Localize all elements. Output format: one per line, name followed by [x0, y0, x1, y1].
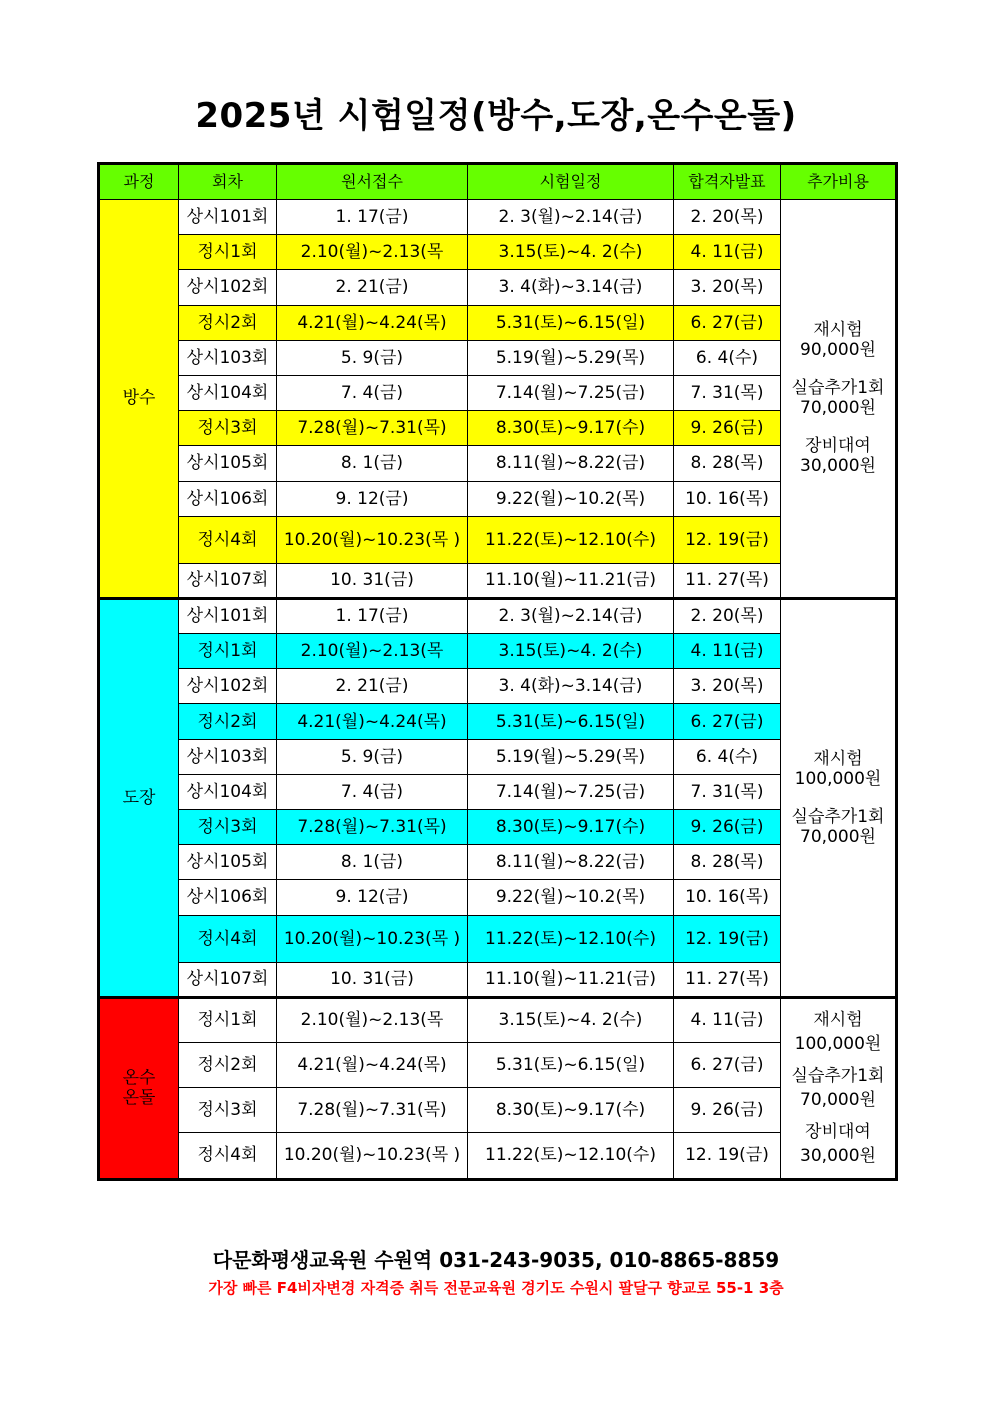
round-cell: 상시105회: [179, 845, 277, 880]
table-row: [99, 634, 897, 669]
exam-cell: 5.31(토)~6.15(일): [468, 1042, 674, 1087]
round-cell: 상시102회: [179, 270, 277, 305]
result-cell: 8. 28(목): [674, 845, 781, 880]
application-cell: 8. 1(금): [277, 446, 468, 481]
application-cell: 10.20(월)~10.23(목 ): [277, 516, 468, 563]
extra-cost-line: 90,000원: [800, 340, 876, 361]
application-cell: 10. 31(금): [277, 962, 468, 997]
round-cell: 상시101회: [179, 200, 277, 235]
table-row: [99, 704, 897, 739]
exam-cell: 3.15(토)~4. 2(수): [468, 634, 674, 669]
round-cell: 상시106회: [179, 880, 277, 915]
round-cell: 상시101회: [179, 598, 277, 633]
table-row: [99, 774, 897, 809]
exam-cell: 8.11(월)~8.22(금): [468, 446, 674, 481]
result-cell: 11. 27(목): [674, 962, 781, 997]
table-body: [99, 200, 897, 1180]
spacer: [781, 789, 895, 807]
result-cell: 6. 27(금): [674, 1042, 781, 1087]
header-application: 원서접수: [277, 164, 468, 200]
table-row: [99, 598, 897, 633]
course-name: 방수: [122, 388, 156, 409]
round-cell: 상시107회: [179, 962, 277, 997]
result-cell: 9. 26(금): [674, 1087, 781, 1132]
application-cell: 7.28(월)~7.31(목): [277, 411, 468, 446]
exam-cell: 5.31(토)~6.15(일): [468, 305, 674, 340]
course-name: 온수: [122, 1068, 156, 1089]
result-cell: 6. 27(금): [674, 305, 781, 340]
extra-cost-line: 재시험: [813, 748, 863, 769]
result-cell: 12. 19(금): [674, 516, 781, 563]
table-row: [99, 375, 897, 410]
result-cell: 12. 19(금): [674, 1132, 781, 1179]
application-cell: 5. 9(금): [277, 739, 468, 774]
table-row: [99, 411, 897, 446]
header-results: 합격자발표: [674, 164, 781, 200]
application-cell: 7.28(월)~7.31(목): [277, 1087, 468, 1132]
table-row: [99, 446, 897, 481]
exam-cell: 8.11(월)~8.22(금): [468, 845, 674, 880]
result-cell: 3. 20(목): [674, 669, 781, 704]
table-row: [99, 1132, 897, 1179]
round-cell: 상시104회: [179, 375, 277, 410]
exam-cell: 3.15(토)~4. 2(수): [468, 997, 674, 1042]
application-cell: 7. 4(금): [277, 774, 468, 809]
footer-address: 가장 빠른 F4비자변경 자격증 취득 전문교육원 경기도 수원시 팔달구 향교로 55-1 3층: [208, 1279, 784, 1297]
extra-cost-line: 장비대여: [805, 1122, 871, 1143]
table-row: [99, 962, 897, 997]
result-cell: 6. 4(수): [674, 739, 781, 774]
exam-cell: 2. 3(월)~2.14(금): [468, 598, 674, 633]
table-row: [99, 305, 897, 340]
extra-cost-line: 실습추가1회: [791, 806, 885, 827]
exam-schedule-table: [97, 162, 898, 1181]
round-cell: 정시4회: [179, 516, 277, 563]
table-row: [99, 739, 897, 774]
table-header-row: [99, 164, 897, 200]
exam-cell: 9.22(월)~10.2(목): [468, 481, 674, 516]
footer-contact: 다문화평생교육원 수원역 031-243-9035, 010-8865-8859: [212, 1248, 780, 1272]
exam-cell: 5.19(월)~5.29(목): [468, 340, 674, 375]
table-row: [99, 200, 897, 235]
exam-cell: 11.10(월)~11.21(금): [468, 563, 674, 598]
header-round: 회차: [179, 164, 277, 200]
table-row: [99, 516, 897, 563]
course-cell: [99, 598, 179, 997]
header-exam-schedule: 시험일정: [468, 164, 674, 200]
extra-cost-line: 70,000원: [800, 1090, 876, 1111]
spacer: [781, 418, 895, 436]
application-cell: 10.20(월)~10.23(목 ): [277, 915, 468, 962]
extra-cost-line: 장비대여: [805, 436, 871, 457]
exam-cell: 3. 4(화)~3.14(금): [468, 669, 674, 704]
round-cell: 정시2회: [179, 305, 277, 340]
header-course: 과정: [99, 164, 179, 200]
application-cell: 10.20(월)~10.23(목 ): [277, 1132, 468, 1179]
application-cell: 2. 21(금): [277, 270, 468, 305]
result-cell: 8. 28(목): [674, 446, 781, 481]
exam-cell: 11.10(월)~11.21(금): [468, 962, 674, 997]
course-cell: [99, 997, 179, 1179]
exam-cell: 9.22(월)~10.2(목): [468, 880, 674, 915]
round-cell: 상시106회: [179, 481, 277, 516]
exam-cell: 7.14(월)~7.25(금): [468, 375, 674, 410]
result-cell: 9. 26(금): [674, 810, 781, 845]
application-cell: 10. 31(금): [277, 563, 468, 598]
application-cell: 2.10(월)~2.13(목: [277, 634, 468, 669]
extra-cost-line: 재시험: [813, 1010, 863, 1031]
exam-cell: 2. 3(월)~2.14(금): [468, 200, 674, 235]
application-cell: 7. 4(금): [277, 375, 468, 410]
result-cell: 6. 27(금): [674, 704, 781, 739]
application-cell: 2.10(월)~2.13(목: [277, 997, 468, 1042]
result-cell: 6. 4(수): [674, 340, 781, 375]
round-cell: 상시105회: [179, 446, 277, 481]
extra-cost-line: 70,000원: [800, 826, 876, 847]
page-title: 2025년 시험일정(방수,도장,온수온돌): [195, 96, 797, 136]
round-cell: 정시1회: [179, 634, 277, 669]
round-cell: 정시4회: [179, 1132, 277, 1179]
table-row: [99, 1042, 897, 1087]
application-cell: 7.28(월)~7.31(목): [277, 810, 468, 845]
table-row: [99, 845, 897, 880]
application-cell: 1. 17(금): [277, 598, 468, 633]
result-cell: 3. 20(목): [674, 270, 781, 305]
result-cell: 2. 20(목): [674, 598, 781, 633]
round-cell: 정시3회: [179, 411, 277, 446]
exam-cell: 3.15(토)~4. 2(수): [468, 235, 674, 270]
table-row: [99, 915, 897, 962]
result-cell: 7. 31(목): [674, 375, 781, 410]
result-cell: 4. 11(금): [674, 235, 781, 270]
extra-cost-line: 실습추가1회: [791, 1066, 885, 1087]
exam-cell: 8.30(토)~9.17(수): [468, 1087, 674, 1132]
round-cell: 상시104회: [179, 774, 277, 809]
round-cell: 정시1회: [179, 997, 277, 1042]
table-row: [99, 270, 897, 305]
exam-cell: 11.22(토)~12.10(수): [468, 1132, 674, 1179]
course-name: 도장: [122, 787, 156, 808]
extra-cost-line: 100,000원: [794, 1034, 882, 1055]
application-cell: 8. 1(금): [277, 845, 468, 880]
application-cell: 5. 9(금): [277, 340, 468, 375]
extra-cost-line: 100,000원: [794, 768, 882, 789]
table-row: [99, 563, 897, 598]
round-cell: 정시1회: [179, 235, 277, 270]
application-cell: 4.21(월)~4.24(목): [277, 305, 468, 340]
exam-cell: 3. 4(화)~3.14(금): [468, 270, 674, 305]
round-cell: 상시107회: [179, 563, 277, 598]
result-cell: 9. 26(금): [674, 411, 781, 446]
spacer: [781, 360, 895, 378]
table-row: [99, 810, 897, 845]
header-extra-cost: 추가비용: [781, 164, 897, 200]
round-cell: 정시2회: [179, 1042, 277, 1087]
application-cell: 2. 21(금): [277, 669, 468, 704]
table-row: [99, 880, 897, 915]
result-cell: 10. 16(목): [674, 880, 781, 915]
table-row: [99, 340, 897, 375]
extra-cost-line: 재시험: [813, 320, 863, 341]
extra-cost-line: 실습추가1회: [791, 378, 885, 399]
table-row: [99, 669, 897, 704]
course-cell: [99, 200, 179, 599]
application-cell: 9. 12(금): [277, 880, 468, 915]
round-cell: 정시4회: [179, 915, 277, 962]
result-cell: 12. 19(금): [674, 915, 781, 962]
round-cell: 상시103회: [179, 739, 277, 774]
round-cell: 상시102회: [179, 669, 277, 704]
result-cell: 11. 27(목): [674, 563, 781, 598]
table-row: [99, 235, 897, 270]
application-cell: 9. 12(금): [277, 481, 468, 516]
result-cell: 7. 31(목): [674, 774, 781, 809]
exam-cell: 8.30(토)~9.17(수): [468, 810, 674, 845]
table-row: [99, 1087, 897, 1132]
exam-cell: 11.22(토)~12.10(수): [468, 516, 674, 563]
table-row: [99, 481, 897, 516]
application-cell: 4.21(월)~4.24(목): [277, 1042, 468, 1087]
exam-cell: 8.30(토)~9.17(수): [468, 411, 674, 446]
extra-cost-line: 70,000원: [800, 398, 876, 419]
extra-cost-line: 30,000원: [800, 456, 876, 477]
course-name: 온돌: [122, 1088, 156, 1109]
exam-cell: 5.31(토)~6.15(일): [468, 704, 674, 739]
extra-cost-cell: [781, 598, 897, 997]
extra-cost-line: 30,000원: [800, 1146, 876, 1167]
round-cell: 상시103회: [179, 340, 277, 375]
result-cell: 4. 11(금): [674, 634, 781, 669]
extra-cost-cell: [781, 200, 897, 599]
application-cell: 1. 17(금): [277, 200, 468, 235]
round-cell: 정시3회: [179, 1087, 277, 1132]
result-cell: 2. 20(목): [674, 200, 781, 235]
round-cell: 정시2회: [179, 704, 277, 739]
result-cell: 4. 11(금): [674, 997, 781, 1042]
exam-cell: 7.14(월)~7.25(금): [468, 774, 674, 809]
application-cell: 4.21(월)~4.24(목): [277, 704, 468, 739]
extra-cost-cell: [781, 997, 897, 1179]
round-cell: 정시3회: [179, 810, 277, 845]
application-cell: 2.10(월)~2.13(목: [277, 235, 468, 270]
exam-cell: 5.19(월)~5.29(목): [468, 739, 674, 774]
result-cell: 10. 16(목): [674, 481, 781, 516]
table-row: [99, 997, 897, 1042]
exam-cell: 11.22(토)~12.10(수): [468, 915, 674, 962]
